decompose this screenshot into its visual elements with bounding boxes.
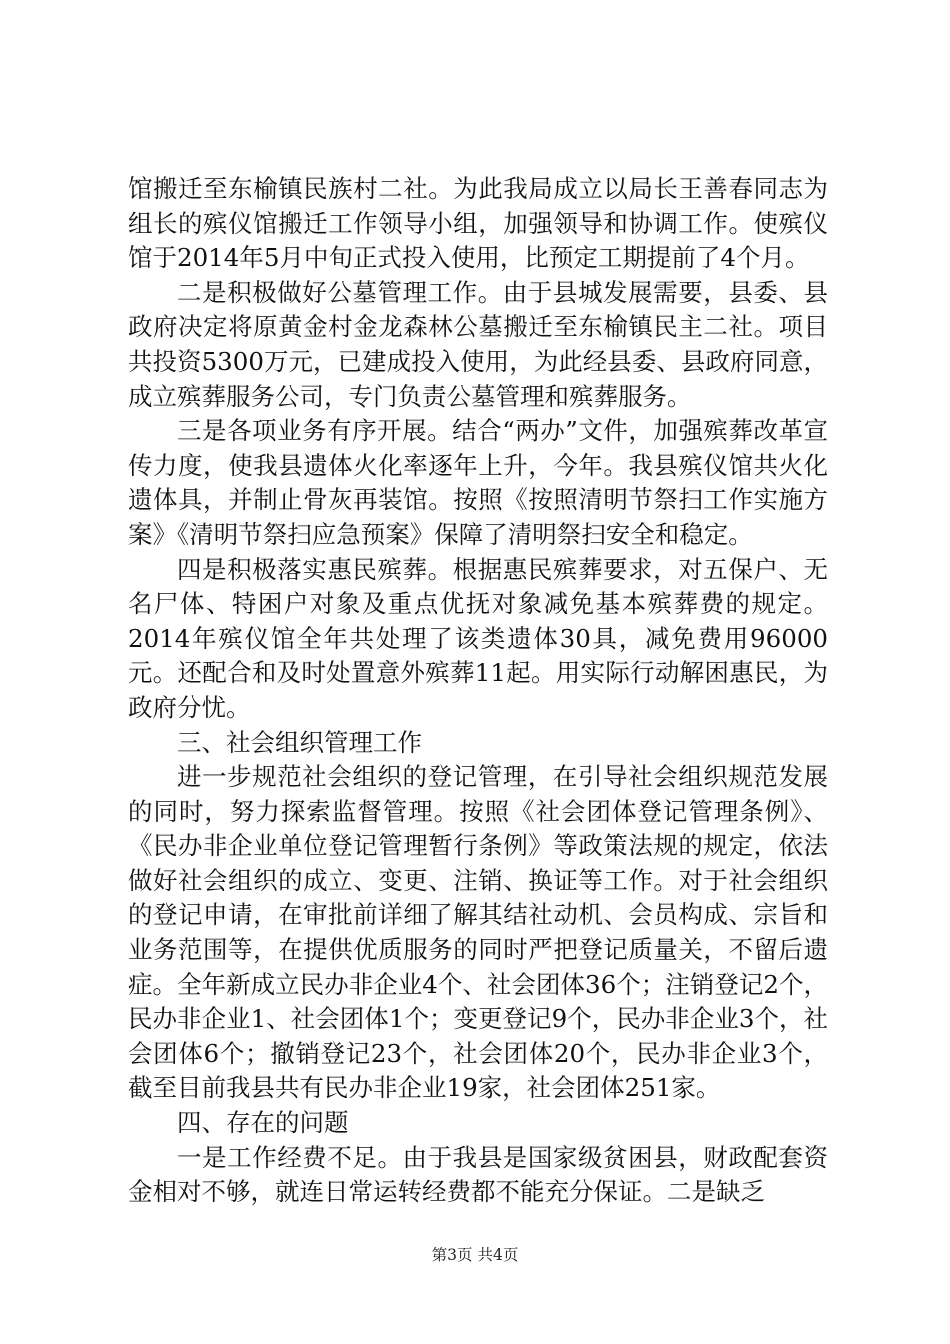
page-number-label: 第3页 共4页 xyxy=(431,1246,519,1264)
paragraph-5: 进一步规范社会组织的登记管理，在引导社会组织规范发展的同时，努力探索监督管理。按照《社会团体登记管理条例》、《民办非企业单位登记管理暂行条例》等政策法规的规定，依法做好社会组织的成立、变更、注销、换证等工作。对于社会组织的登记申请，在审批前详细了解其结社动机、会员构成、宗旨和业务范围等，在提供优质服务的同时严把登记质量关，不留后遗症。全年新成立民办非企业4个、社会团体36个；注销登记2个，民办非企业1、社会团体1个；变更登记9个，民办非企业3个，社会团体6个；撤销登记23个，社会团体20个，民办非企业3个，截至目前我县共有民办非企业19家，社会团体251家。 xyxy=(128,762,828,1103)
paragraph-1: 馆搬迁至东榆镇民族村二社。为此我局成立以局长王善春同志为组长的殡仪馆搬迁工作领导小组，加强领导和协调工作。使殡仪馆于2014年5月中旬正式投入使用，比预定工期提前了4个月。 xyxy=(128,174,828,273)
paragraph-3: 三是各项业务有序开展。结合“两办”文件，加强殡葬改革宣传力度，使我县遗体火化率逐年上升，今年。我县殡仪馆共火化遗体具，并制止骨灰再装馆。按照《按照清明节祭扫工作实施方案》《清明节祭扫应急预案》保障了清明祭扫安全和稳定。 xyxy=(128,416,828,549)
document-body xyxy=(128,172,828,1210)
paragraph-2: 二是积极做好公墓管理工作。由于县城发展需要，县委、县政府决定将原黄金村金龙森林公墓搬迁至东榆镇民主二社。项目共投资5300万元，已建成投入使用，为此经县委、县政府同意，成立殡葬服务公司，专门负责公墓管理和殡葬服务。 xyxy=(128,277,828,411)
paragraph-6: 一是工作经费不足。由于我县是国家级贫困县，财政配套资金相对不够，就连日常运转经费都不能充分保证。二是缺乏 xyxy=(128,1142,828,1207)
section-heading-3: 三、社会组织管理工作 xyxy=(177,727,422,757)
section-heading-4: 四、存在的问题 xyxy=(177,1108,349,1138)
page-footer xyxy=(0,1245,950,1265)
paragraph-4: 四是积极落实惠民殡葬。根据惠民殡葬要求，对五保户、无名尸体、特困户对象及重点优抚对象减免基本殡葬费的规定。2014年殡仪馆全年共处理了该类遗体30具，减免费用96000元。还配合和及时处置意外殡葬11起。用实际行动解困惠民，为政府分忧。 xyxy=(128,554,828,722)
